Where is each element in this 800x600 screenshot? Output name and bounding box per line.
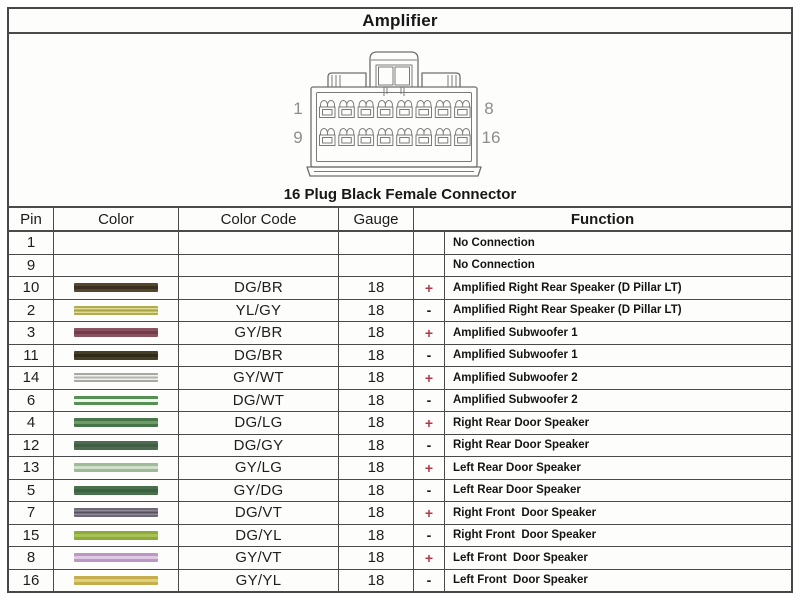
polarity-cell: - (414, 525, 445, 547)
polarity-cell (414, 255, 445, 277)
pin-label-1: 1 (293, 99, 303, 118)
color-code-cell: DG/LG (179, 412, 339, 434)
gauge-cell: 18 (339, 345, 414, 367)
wiring-diagram-sheet (7, 7, 793, 593)
pin-cell: 13 (9, 457, 54, 479)
table-row (9, 277, 791, 300)
pin-cell: 12 (9, 435, 54, 457)
table-row (9, 232, 791, 255)
color-code-cell (179, 255, 339, 277)
wire-swatch (74, 486, 158, 495)
function-cell: Right Front Door Speaker (453, 506, 597, 519)
header-gauge: Gauge (339, 208, 414, 230)
color-code-cell: DG/BR (179, 277, 339, 299)
pin-cell: 8 (9, 547, 54, 569)
connector-drawing (284, 47, 504, 179)
color-cell (54, 502, 179, 524)
pin-label-9: 9 (293, 128, 303, 147)
color-cell (54, 547, 179, 569)
pin-cell: 5 (9, 480, 54, 502)
color-cell (54, 457, 179, 479)
function-cell: Right Rear Door Speaker (453, 439, 590, 452)
wire-swatch (74, 283, 158, 292)
pin-cell: 3 (9, 322, 54, 344)
header-color: Color (54, 208, 179, 230)
gauge-cell (339, 232, 414, 254)
table-row (9, 390, 791, 413)
gauge-cell: 18 (339, 322, 414, 344)
pin-label-16: 16 (481, 128, 501, 147)
gauge-cell (339, 255, 414, 277)
function-cell: Left Rear Door Speaker (453, 461, 581, 474)
color-cell (54, 480, 179, 502)
pin-cell: 15 (9, 525, 54, 547)
connector-subtitle: 16 Plug Black Female Connector (9, 182, 791, 208)
table-row (9, 300, 791, 323)
polarity-cell: - (414, 480, 445, 502)
wire-swatch (74, 531, 158, 540)
polarity-cell: - (414, 300, 445, 322)
wire-swatch (74, 418, 158, 427)
color-cell (54, 345, 179, 367)
gauge-cell: 18 (339, 367, 414, 389)
wire-swatch (74, 396, 158, 405)
pin-cell: 16 (9, 570, 54, 592)
wire-swatch (74, 576, 158, 585)
table-row (9, 547, 791, 570)
polarity-cell: + (414, 322, 445, 344)
gauge-cell: 18 (339, 300, 414, 322)
connector-base (307, 167, 481, 176)
polarity-cell: + (414, 502, 445, 524)
pin-cell: 1 (9, 232, 54, 254)
pin-cell: 9 (9, 255, 54, 277)
function-cell: No Connection (453, 236, 535, 249)
function-cell: No Connection (453, 259, 535, 272)
latch-tab (370, 52, 418, 96)
color-code-cell (179, 232, 339, 254)
table-row (9, 525, 791, 548)
wire-swatch (74, 463, 158, 472)
table-row (9, 412, 791, 435)
color-cell (54, 412, 179, 434)
pin-grid (320, 101, 471, 146)
page-title: Amplifier (9, 9, 791, 34)
pin-cell: 4 (9, 412, 54, 434)
function-cell: Right Front Door Speaker (453, 529, 597, 542)
color-code-cell: DG/YL (179, 525, 339, 547)
polarity-cell: - (414, 390, 445, 412)
wire-swatch (74, 441, 158, 450)
color-cell (54, 232, 179, 254)
gauge-cell: 18 (339, 547, 414, 569)
gauge-cell: 18 (339, 390, 414, 412)
color-cell (54, 570, 179, 592)
gauge-cell: 18 (339, 502, 414, 524)
table-body (9, 232, 791, 591)
color-code-cell: DG/VT (179, 502, 339, 524)
pin-cell: 10 (9, 277, 54, 299)
table-row (9, 367, 791, 390)
table-row (9, 570, 791, 592)
pinout-table (9, 208, 791, 591)
color-code-cell: GY/VT (179, 547, 339, 569)
function-cell: Left Front Door Speaker (453, 551, 588, 564)
table-row (9, 502, 791, 525)
right-shoulder (422, 73, 460, 87)
color-code-cell: GY/YL (179, 570, 339, 592)
function-cell: Amplified Right Rear Speaker (D Pillar LT) (453, 281, 682, 294)
polarity-cell: + (414, 367, 445, 389)
pin-cell: 7 (9, 502, 54, 524)
color-cell (54, 277, 179, 299)
function-cell: Amplified Subwoofer 1 (453, 326, 578, 339)
wire-swatch (74, 328, 158, 337)
wire-swatch (74, 508, 158, 517)
color-cell (54, 367, 179, 389)
function-cell: Right Rear Door Speaker (453, 416, 590, 429)
color-cell (54, 435, 179, 457)
color-code-cell: DG/GY (179, 435, 339, 457)
polarity-cell: - (414, 345, 445, 367)
connector-area (9, 34, 791, 182)
color-cell (54, 255, 179, 277)
function-cell: Amplified Right Rear Speaker (D Pillar LT) (453, 304, 682, 317)
polarity-cell: + (414, 457, 445, 479)
color-code-cell: GY/WT (179, 367, 339, 389)
color-code-cell: DG/BR (179, 345, 339, 367)
header-color-code: Color Code (179, 208, 339, 230)
table-row (9, 480, 791, 503)
left-shoulder (328, 73, 366, 87)
table-row (9, 435, 791, 458)
wire-swatch (74, 553, 158, 562)
color-cell (54, 300, 179, 322)
color-code-cell: DG/WT (179, 390, 339, 412)
table-row (9, 457, 791, 480)
wire-swatch (74, 306, 158, 315)
function-cell: Left Front Door Speaker (453, 574, 588, 587)
polarity-cell: + (414, 412, 445, 434)
polarity-cell: + (414, 547, 445, 569)
pin-cell: 6 (9, 390, 54, 412)
color-cell (54, 322, 179, 344)
table-row (9, 345, 791, 368)
header-pin: Pin (9, 208, 54, 230)
table-header-row (9, 208, 791, 232)
table-row (9, 255, 791, 278)
polarity-cell: - (414, 435, 445, 457)
polarity-cell: + (414, 277, 445, 299)
connector-body (311, 87, 477, 167)
function-cell: Amplified Subwoofer 2 (453, 371, 578, 384)
pin-cell: 2 (9, 300, 54, 322)
gauge-cell: 18 (339, 277, 414, 299)
color-code-cell: GY/BR (179, 322, 339, 344)
pin-cell: 11 (9, 345, 54, 367)
header-function: Function (570, 210, 635, 228)
function-cell: Left Rear Door Speaker (453, 484, 581, 497)
polarity-cell: - (414, 570, 445, 592)
gauge-cell: 18 (339, 412, 414, 434)
color-cell (54, 390, 179, 412)
gauge-cell: 18 (339, 457, 414, 479)
wire-swatch (74, 373, 158, 382)
gauge-cell: 18 (339, 435, 414, 457)
function-cell: Amplified Subwoofer 1 (453, 349, 578, 362)
color-code-cell: GY/LG (179, 457, 339, 479)
wire-swatch (74, 351, 158, 360)
color-code-cell: YL/GY (179, 300, 339, 322)
gauge-cell: 18 (339, 525, 414, 547)
polarity-cell (414, 232, 445, 254)
gauge-cell: 18 (339, 480, 414, 502)
color-code-cell: GY/DG (179, 480, 339, 502)
pin-label-8: 8 (484, 99, 494, 118)
gauge-cell: 18 (339, 570, 414, 592)
pin-cell: 14 (9, 367, 54, 389)
function-cell: Amplified Subwoofer 2 (453, 394, 578, 407)
color-cell (54, 525, 179, 547)
table-row (9, 322, 791, 345)
